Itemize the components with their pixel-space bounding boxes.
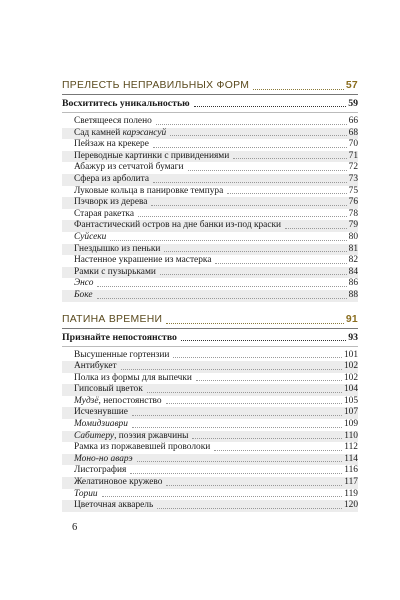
entry-label-italic: Суйсеки	[74, 231, 107, 242]
entry-page: 73	[348, 173, 358, 184]
entry-page: 80	[348, 231, 358, 242]
entry-label: Исчезнувшие	[74, 407, 128, 418]
entry-title	[74, 209, 136, 221]
entry-title	[74, 477, 164, 489]
dot-leader	[194, 106, 347, 107]
dot-leader	[188, 170, 347, 171]
dot-leader	[227, 193, 346, 194]
toc-entry	[62, 174, 358, 186]
toc-entry	[62, 419, 358, 431]
entry-label: Полка из формы для выпечки	[74, 372, 192, 383]
toc-entry	[62, 477, 358, 489]
dot-leader	[132, 415, 342, 416]
dot-leader	[97, 286, 346, 287]
entry-title: ПРЕЛЕСТЬ НЕПРАВИЛЬНЫХ ФОРМ	[62, 80, 250, 91]
entry-label-italic: Сабитеру	[74, 430, 115, 441]
dot-leader	[166, 485, 342, 486]
dot-leader	[170, 135, 346, 136]
toc-entry	[62, 186, 358, 198]
entry-page: 84	[348, 266, 358, 277]
dot-leader	[110, 240, 346, 241]
entry-label: Высушенные гортензии	[74, 349, 170, 360]
entry-label: Сфера из арболита	[74, 173, 149, 184]
entry-label-italic: Тории	[74, 488, 98, 499]
entry-label: Пэчворк из дерева	[74, 197, 148, 208]
entry-label-after: , поэзия ржавчины	[114, 430, 189, 441]
toc-entry	[62, 244, 358, 256]
entry-label: Пейзаж на крекере	[74, 139, 149, 150]
toc-entry	[62, 350, 358, 362]
entry-label-italic: Энсо	[74, 278, 94, 289]
entry-page: 68	[348, 127, 358, 138]
subsection-rule	[62, 346, 358, 347]
toc-entry	[62, 278, 358, 290]
section-heading	[62, 313, 358, 327]
toc-entry	[62, 290, 358, 302]
entry-label-italic: карэсансуй	[122, 127, 167, 138]
entry-title: Восхититесь уникальностью	[62, 98, 190, 109]
dot-leader	[138, 216, 347, 217]
entry-page: 116	[344, 465, 358, 476]
dot-leader	[132, 427, 342, 428]
entry-label: Цветочная акварель	[74, 500, 154, 511]
dot-leader	[156, 124, 347, 125]
toc-entry	[62, 128, 358, 140]
entry-label: Антибукет	[74, 361, 117, 372]
entry-page: 101	[343, 349, 358, 360]
entry-page: 76	[348, 197, 358, 208]
dot-leader	[214, 450, 342, 451]
page-number: 6	[72, 522, 78, 533]
entry-page: 102	[343, 361, 358, 372]
entry-title	[74, 116, 154, 128]
entry-page: 86	[348, 278, 358, 289]
toc-entry	[62, 162, 358, 174]
entry-label-italic: Моно-но аварэ	[74, 453, 133, 464]
entry-page: 93	[348, 331, 358, 343]
entry-title	[74, 255, 213, 267]
toc-entry	[62, 384, 358, 396]
toc-entry	[62, 407, 358, 419]
entry-label-after: , непостоянство	[98, 395, 162, 406]
entry-page: 88	[348, 289, 358, 300]
entry-page: 114	[344, 453, 358, 464]
entry-label: Фантастический остров на дне банки из-под краски	[74, 220, 282, 231]
toc-entry	[62, 220, 358, 232]
entry-title	[74, 431, 190, 443]
entry-page: 105	[343, 395, 358, 406]
entry-title	[74, 244, 162, 256]
entry-page: 79	[348, 220, 358, 231]
toc-entry	[62, 500, 358, 512]
entry-page: 72	[348, 162, 358, 173]
section-heading	[62, 79, 358, 93]
dot-leader	[102, 496, 343, 497]
entry-page: 107	[343, 407, 358, 418]
subsection-heading	[62, 331, 358, 344]
toc-entry	[62, 465, 358, 477]
entry-title	[74, 489, 100, 501]
entry-page: 109	[343, 419, 358, 430]
toc-entry	[62, 116, 358, 128]
dot-leader	[97, 298, 347, 299]
entry-page: 57	[345, 80, 358, 91]
entry-title	[74, 197, 149, 209]
dot-leader	[196, 380, 342, 381]
entry-label: Гнездышко из пеньки	[74, 243, 161, 254]
dot-leader	[166, 403, 342, 404]
entry-page: 119	[344, 488, 358, 499]
entry-title	[74, 139, 151, 151]
entry-title	[74, 500, 155, 512]
toc-entry	[62, 431, 358, 443]
entry-title	[74, 220, 283, 232]
dot-leader	[121, 369, 342, 370]
dot-leader	[160, 274, 347, 275]
entry-label: Переводные картинки с привидениями	[74, 150, 230, 161]
dot-leader	[137, 461, 343, 462]
toc-entry	[62, 442, 358, 454]
entry-title	[74, 162, 186, 174]
entry-page: 117	[344, 477, 358, 488]
section-rule	[62, 94, 358, 95]
entry-page: 71	[348, 150, 358, 161]
entry-title	[74, 407, 130, 419]
dot-leader	[181, 340, 346, 341]
entry-title	[74, 232, 108, 244]
entry-title	[74, 290, 95, 302]
dot-leader	[166, 323, 344, 324]
toc-entry	[62, 139, 358, 151]
entry-title	[74, 442, 212, 454]
entry-page: 70	[348, 139, 358, 150]
dot-leader	[253, 89, 344, 90]
entry-page: 59	[348, 98, 358, 109]
entry-page: 104	[343, 384, 358, 395]
toc-entry	[62, 209, 358, 221]
entry-page: 110	[344, 430, 358, 441]
entry-title	[74, 151, 231, 163]
entry-label-italic: Боке	[74, 289, 93, 300]
entry-label: Рамка из поржавевшей проволоки	[74, 442, 211, 453]
entry-title	[74, 373, 194, 385]
dot-leader	[151, 205, 346, 206]
entry-title	[74, 128, 168, 140]
entry-title	[74, 350, 171, 362]
dot-leader	[164, 251, 346, 252]
entry-title	[74, 454, 135, 466]
toc-entry	[62, 373, 358, 385]
entry-title	[74, 465, 128, 477]
dot-leader	[130, 473, 342, 474]
dot-leader	[153, 182, 347, 183]
entry-title	[74, 396, 164, 408]
entry-label: Луковые кольца в панировке темпура	[74, 185, 224, 196]
entry-label: Гипсовый цветок	[74, 384, 143, 395]
dot-leader	[157, 508, 342, 509]
entry-label: Абажур из сетчатой бумаги	[74, 162, 184, 173]
section-gap	[62, 302, 358, 313]
entry-label: Рамки с пузырьками	[74, 266, 156, 277]
entry-page: 81	[348, 243, 358, 254]
section-rule	[62, 328, 358, 329]
dot-leader	[153, 147, 347, 148]
toc-entry	[62, 489, 358, 501]
entry-title	[74, 419, 130, 431]
toc-entry	[62, 151, 358, 163]
entry-page: 78	[348, 208, 358, 219]
entry-page: 112	[344, 442, 358, 453]
entry-title	[74, 174, 151, 186]
entry-page: 120	[343, 500, 358, 511]
toc-entry	[62, 255, 358, 267]
entry-title	[74, 186, 225, 198]
entry-title	[74, 278, 95, 290]
dot-leader	[192, 438, 342, 439]
subsection-rule	[62, 112, 358, 113]
entry-label-italic: Момидзиаври	[74, 419, 128, 430]
entry-page: 82	[348, 255, 358, 266]
dot-leader	[285, 228, 347, 229]
table-of-contents	[62, 79, 358, 512]
entry-page: 91	[345, 313, 358, 325]
entry-label: Светящееся полено	[74, 116, 152, 126]
toc-entry	[62, 396, 358, 408]
entry-page: 66	[348, 116, 358, 126]
entry-page: 75	[348, 185, 358, 196]
entry-label: Листография	[74, 465, 127, 476]
dot-leader	[233, 158, 346, 159]
subsection-heading	[62, 97, 358, 110]
entry-title	[74, 361, 119, 373]
toc-entry	[62, 232, 358, 244]
entry-page: 102	[343, 372, 358, 383]
entry-label: Настенное украшение из мастерка	[74, 255, 212, 266]
dot-leader	[173, 357, 342, 358]
entry-title: Признайте непостоянство	[62, 331, 177, 343]
entry-label: Старая ракетка	[74, 208, 135, 219]
dot-leader	[147, 392, 342, 393]
toc-entry	[62, 197, 358, 209]
entry-label: Сад камней	[74, 127, 123, 138]
toc-entry	[62, 454, 358, 466]
entry-title	[74, 384, 145, 396]
entry-label-italic: Мудзё	[74, 395, 99, 406]
dot-leader	[215, 263, 346, 264]
entry-label: Желатиновое кружево	[74, 477, 163, 488]
entry-title: ПАТИНА ВРЕМЕНИ	[62, 313, 163, 325]
toc-entry	[62, 267, 358, 279]
toc-entry	[62, 361, 358, 373]
entry-title	[74, 267, 158, 279]
